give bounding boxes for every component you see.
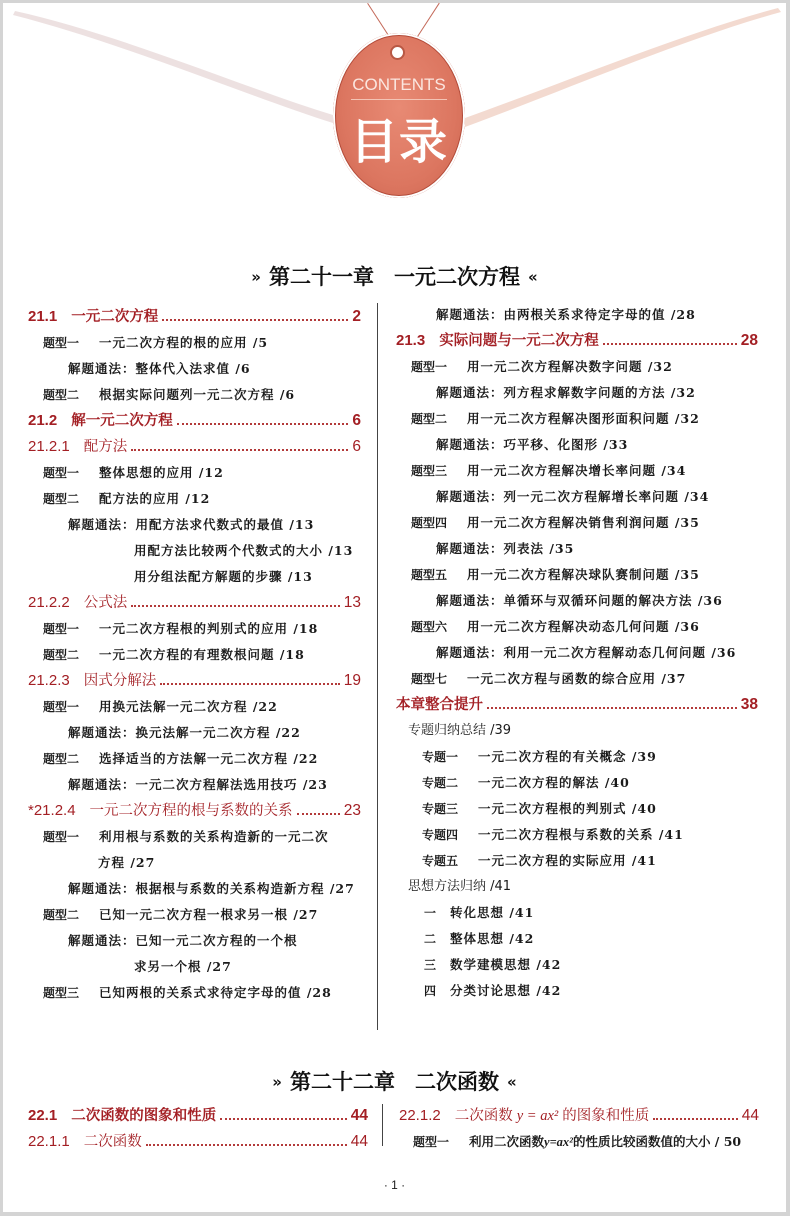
topic-tag: 专题一	[422, 750, 459, 764]
topic-tag: 专题四	[422, 828, 459, 842]
leader-dots	[160, 683, 340, 685]
column-divider	[377, 303, 378, 1030]
method-text: 解题通法：整体代入法求值 /6	[68, 361, 251, 376]
toc-method[interactable]	[396, 432, 758, 458]
toc-method[interactable]	[28, 772, 361, 798]
leader-dots	[177, 423, 349, 425]
section-page-number: 23	[343, 802, 361, 819]
toc-group[interactable]	[396, 874, 758, 900]
idea-text: 转化思想 /41	[450, 905, 535, 920]
toc-method[interactable]	[28, 720, 361, 746]
item-text-part: 利用二次函数	[469, 1134, 545, 1149]
toc-idea[interactable]	[396, 900, 758, 926]
toc-item[interactable]	[399, 1129, 759, 1155]
chevron-right-quote-icon: »	[251, 268, 261, 286]
toc-section-entry[interactable]	[28, 668, 361, 694]
leader-dots	[131, 605, 340, 607]
idea-text: 整体思想 /42	[450, 931, 535, 946]
formula: y = ax²	[516, 1108, 559, 1124]
method-text: 解题通法：换元法解一元二次方程 /22	[68, 725, 301, 740]
section-page-number: 13	[343, 594, 361, 611]
toc-item[interactable]	[28, 746, 361, 772]
toc-method[interactable]	[396, 588, 758, 614]
item-tag: 题型二	[43, 388, 80, 402]
item-text: 利用根与系数的关系构造新的一元二次	[99, 829, 329, 844]
leader-dots	[603, 343, 737, 345]
chapter-label: 第二十一章	[269, 265, 374, 289]
leader-dots	[487, 707, 737, 709]
item-text	[469, 1134, 741, 1149]
toc-method[interactable]	[28, 876, 361, 902]
toc-item[interactable]	[28, 642, 361, 668]
leader-dots	[297, 813, 340, 815]
toc-item[interactable]	[396, 666, 758, 692]
chevron-left-quote-icon: «	[507, 1073, 517, 1091]
toc-method[interactable]	[28, 928, 361, 954]
section-page-number: 44	[350, 1107, 368, 1124]
section-title-text: 的图象和性质	[562, 1108, 650, 1124]
toc-topic[interactable]	[396, 770, 758, 796]
chapter-21-left-column	[28, 304, 361, 1006]
section-title: 解一元二次方程	[71, 413, 173, 429]
item-text: 用一元二次方程解决图形面积问题 /32	[467, 411, 700, 426]
topic-tag: 专题三	[422, 802, 459, 816]
idea-tag: 三	[424, 958, 437, 972]
badge-string-right	[416, 3, 440, 39]
leader-dots	[220, 1118, 347, 1120]
item-text: 配方法的应用 /12	[99, 491, 211, 506]
toc-section-entry[interactable]	[28, 408, 361, 434]
item-tag: 题型二	[411, 412, 448, 426]
item-text: 整体思想的应用 /12	[99, 465, 224, 480]
item-text: 用一元二次方程解决球队赛制问题 /35	[467, 567, 700, 582]
section-number: 21.2.3	[28, 672, 70, 689]
toc-method[interactable]	[396, 302, 758, 328]
toc-section-entry[interactable]	[396, 328, 758, 354]
method-text: 解题通法：列一元二次方程解增长率问题 /34	[436, 489, 710, 504]
toc-topic[interactable]	[396, 848, 758, 874]
toc-item[interactable]	[396, 458, 758, 484]
item-tag: 题型六	[411, 620, 448, 634]
toc-topic[interactable]	[396, 796, 758, 822]
toc-method[interactable]	[28, 356, 361, 382]
item-text: 已知两根的关系式求待定字母的值 /28	[99, 985, 332, 1000]
toc-item-continuation[interactable]	[28, 850, 361, 876]
toc-item[interactable]	[28, 902, 361, 928]
method-text: 解题通法：列方程求解数字问题的方法 /32	[436, 385, 696, 400]
toc-topic[interactable]	[396, 744, 758, 770]
toc-item[interactable]	[28, 694, 361, 720]
item-tag: 题型一	[43, 830, 80, 844]
item-text: 一元二次方程的有理数根问题 /18	[99, 647, 305, 662]
item-tag: 题型七	[411, 672, 448, 686]
topic-text: 一元二次方程根的判别式 /40	[478, 801, 657, 816]
section-number: 21.2	[28, 412, 58, 429]
method-text: 解题通法：一元二次方程解法选用技巧 /23	[68, 777, 328, 792]
badge-rule	[351, 99, 447, 100]
toc-item[interactable]	[396, 510, 758, 536]
item-tag: 题型一	[43, 336, 80, 350]
toc-item[interactable]	[28, 382, 361, 408]
method-text: 用分组法配方解题的步骤 /13	[134, 569, 313, 584]
chapter-title: 二次函数	[415, 1070, 499, 1094]
item-tag: 题型一	[43, 466, 80, 480]
item-tag: 题型一	[411, 360, 448, 374]
item-tag: 题型二	[43, 752, 80, 766]
leader-dots	[162, 319, 348, 321]
group-text: 专题归纳总结 /39	[408, 723, 512, 738]
topic-text: 一元二次方程的实际应用 /41	[478, 853, 657, 868]
method-text: 解题通法：单循环与双循环问题的解决方法 /36	[436, 593, 723, 608]
toc-item[interactable]	[28, 330, 361, 356]
section-number: *21.2.4	[28, 802, 76, 819]
toc-idea[interactable]	[396, 952, 758, 978]
section-title: 二次函数	[83, 1134, 142, 1150]
badge-disc	[333, 33, 465, 198]
section-number: 22.1.2	[399, 1107, 441, 1124]
toc-method-sub[interactable]	[28, 564, 361, 590]
toc-section-entry[interactable]	[28, 1103, 368, 1129]
toc-item[interactable]	[396, 562, 758, 588]
item-text-part: 的性质比较函数值的大小 / 50	[572, 1134, 742, 1149]
group-text: 思想方法归纳 /41	[408, 879, 512, 894]
toc-item[interactable]	[396, 614, 758, 640]
section-page-number: 2	[352, 308, 361, 325]
toc-method[interactable]	[396, 380, 758, 406]
chapter-22-right-column	[399, 1103, 759, 1155]
section-page-number: 44	[350, 1133, 368, 1150]
section-number: 21.2.2	[28, 594, 70, 611]
idea-text: 数学建模思想 /42	[450, 957, 562, 972]
toc-method[interactable]	[396, 484, 758, 510]
toc-item[interactable]	[396, 354, 758, 380]
topic-tag: 专题二	[422, 776, 459, 790]
section-title: 一元二次方程的根与系数的关系	[89, 803, 293, 819]
section-number: 21.3	[396, 332, 426, 349]
section-title: 公式法	[83, 595, 128, 611]
method-text: 解题通法：由两根关系求待定字母的值 /28	[436, 307, 696, 322]
topic-text: 一元二次方程的解法 /40	[478, 775, 630, 790]
toc-method[interactable]	[396, 536, 758, 562]
item-tag: 题型二	[43, 908, 80, 922]
method-text: 解题通法：已知一元二次方程的一个根	[68, 933, 298, 948]
toc-idea[interactable]	[396, 978, 758, 1004]
idea-tag: 四	[424, 984, 437, 998]
page-number: · 1 ·	[383, 1178, 406, 1192]
item-text: 用一元二次方程解决数字问题 /32	[467, 359, 673, 374]
item-tag: 题型二	[43, 492, 80, 506]
toc-method[interactable]	[28, 512, 361, 538]
toc-section-entry[interactable]	[28, 590, 361, 616]
method-text: 解题通法：利用一元二次方程解动态几何问题 /36	[436, 645, 737, 660]
badge-hole-icon	[390, 45, 405, 60]
toc-section-entry[interactable]	[28, 1129, 368, 1155]
section-title	[455, 1103, 650, 1129]
section-page-number: 28	[740, 332, 758, 349]
section-title: 一元二次方程	[71, 309, 159, 325]
section-title: 本章整合提升	[396, 697, 483, 713]
column-divider-2	[382, 1104, 383, 1146]
item-text: 用一元二次方程解决销售利润问题 /35	[467, 515, 700, 530]
badge-chinese-title: 目录	[349, 114, 448, 170]
method-text: 解题通法：列表法 /35	[436, 541, 575, 556]
contents-badge	[328, 3, 468, 203]
section-title: 实际问题与一元二次方程	[439, 333, 599, 349]
toc-section-entry[interactable]	[396, 692, 758, 718]
toc-section-entry[interactable]	[399, 1103, 759, 1129]
toc-section-entry[interactable]	[28, 798, 361, 824]
badge-english-title: CONTENTS	[352, 75, 446, 94]
section-number: 21.2.1	[28, 438, 70, 455]
item-text: 方程 /27	[98, 855, 156, 870]
idea-text: 分类讨论思想 /42	[450, 983, 562, 998]
method-text: 解题通法：巧平移、化图形 /33	[436, 437, 629, 452]
section-title: 配方法	[83, 439, 128, 455]
section-page-number: 6	[352, 412, 361, 429]
item-text: 一元二次方程的根的应用 /5	[99, 335, 269, 350]
method-text: 用配方法比较两个代数式的大小 /13	[134, 543, 354, 558]
section-title: 因式分解法	[83, 673, 157, 689]
item-text: 已知一元二次方程一根求另一根 /27	[99, 907, 319, 922]
section-page-number: 38	[740, 696, 758, 713]
toc-method[interactable]	[396, 640, 758, 666]
toc-item[interactable]	[396, 406, 758, 432]
method-text: 解题通法：用配方法求代数式的最值 /13	[68, 517, 315, 532]
section-number: 22.1	[28, 1107, 58, 1124]
section-number: 21.1	[28, 308, 58, 325]
leader-dots	[653, 1118, 737, 1120]
chapter-21-right-column	[396, 302, 758, 1004]
section-page-number: 6	[352, 438, 361, 455]
toc-item[interactable]	[28, 616, 361, 642]
toc-method-sub[interactable]	[28, 954, 361, 980]
chapter-label: 第二十二章	[290, 1070, 395, 1094]
section-title-text: 二次函数	[454, 1108, 513, 1124]
chapter-21-heading	[3, 261, 786, 291]
toc-idea[interactable]	[396, 926, 758, 952]
topic-text: 一元二次方程的有关概念 /39	[478, 749, 657, 764]
item-tag: 题型一	[43, 622, 80, 636]
chapter-title: 一元二次方程	[394, 265, 520, 289]
section-page-number: 19	[343, 672, 361, 689]
item-tag: 题型五	[411, 568, 448, 582]
item-text: 一元二次方程与函数的综合应用 /37	[467, 671, 687, 686]
item-tag: 题型三	[43, 986, 80, 1000]
section-number: 22.1.1	[28, 1133, 70, 1150]
item-text: 根据实际问题列一元二次方程 /6	[99, 387, 296, 402]
method-text: 求另一个根 /27	[134, 959, 232, 974]
item-text: 用一元二次方程解决动态几何问题 /36	[467, 619, 700, 634]
formula: y=ax²	[544, 1135, 573, 1149]
toc-method-sub[interactable]	[28, 538, 361, 564]
topic-tag: 专题五	[422, 854, 459, 868]
topic-text: 一元二次方程根与系数的关系 /41	[478, 827, 684, 842]
toc-item[interactable]	[28, 486, 361, 512]
toc-item[interactable]	[28, 824, 361, 850]
idea-tag: 二	[424, 932, 437, 946]
item-text: 用一元二次方程解决增长率问题 /34	[467, 463, 687, 478]
toc-page	[3, 3, 786, 1212]
chapter-22-heading	[3, 1066, 786, 1096]
toc-section-entry[interactable]	[28, 304, 361, 330]
section-page-number: 44	[741, 1107, 759, 1124]
chevron-left-quote-icon: «	[528, 268, 538, 286]
item-text: 选择适当的方法解一元二次方程 /22	[99, 751, 319, 766]
method-text: 解题通法：根据根与系数的关系构造新方程 /27	[68, 881, 355, 896]
item-tag: 题型一	[43, 700, 80, 714]
item-text: 用换元法解一元二次方程 /22	[99, 699, 278, 714]
toc-item[interactable]	[28, 980, 361, 1006]
item-tag: 题型三	[411, 464, 448, 478]
toc-section-entry[interactable]	[28, 434, 361, 460]
leader-dots	[146, 1144, 347, 1146]
toc-topic[interactable]	[396, 822, 758, 848]
toc-item[interactable]	[28, 460, 361, 486]
chapter-22-left-column	[28, 1103, 368, 1155]
item-tag: 题型二	[43, 648, 80, 662]
idea-tag: 一	[424, 906, 437, 920]
item-tag: 题型一	[413, 1135, 450, 1149]
leader-dots	[131, 449, 348, 451]
item-tag: 题型四	[411, 516, 448, 530]
toc-group[interactable]	[396, 718, 758, 744]
section-title: 二次函数的图象和性质	[71, 1108, 217, 1124]
item-text: 一元二次方程根的判别式的应用 /18	[99, 621, 319, 636]
chevron-right-quote-icon: »	[272, 1073, 282, 1091]
